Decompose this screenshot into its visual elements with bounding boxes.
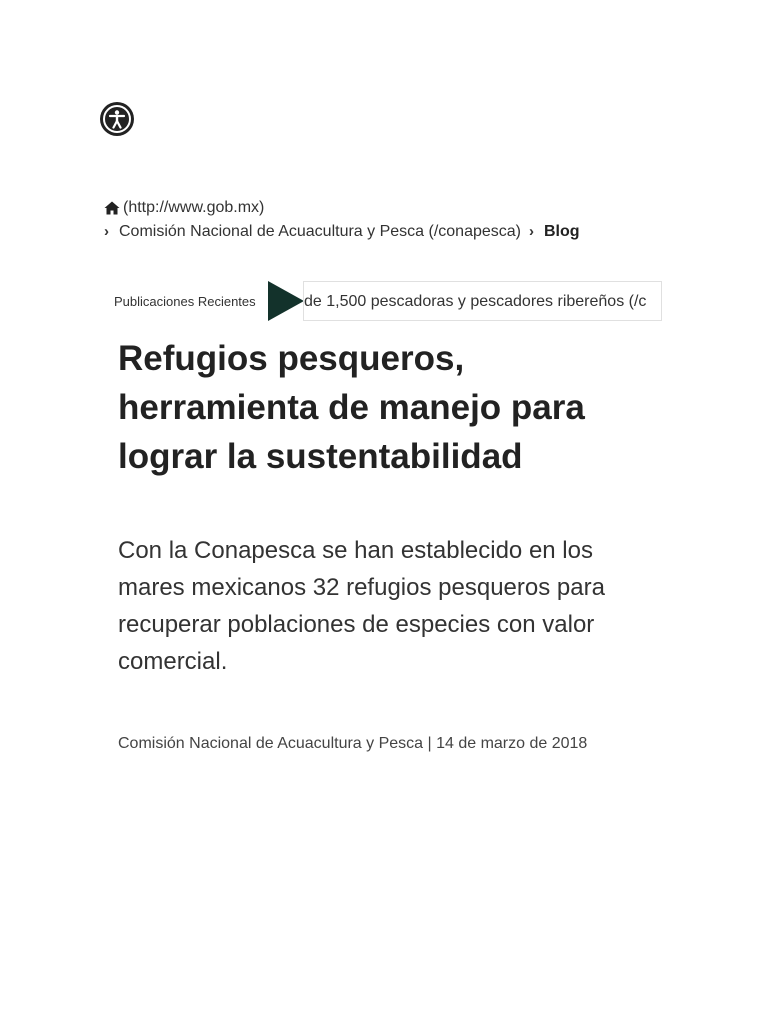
breadcrumb-home-row xyxy=(104,196,704,220)
breadcrumb-conapesca-link[interactable]: Comisión Nacional de Acuacultura y Pesca (/conapesca) xyxy=(119,223,521,240)
accessibility-icon xyxy=(102,104,132,134)
recent-posts-label: Publicaciones Recientes xyxy=(114,294,256,309)
breadcrumb-home-link[interactable]: (http://www.gob.mx) xyxy=(123,199,265,216)
article-lead: Con la Conapesca se han establecido en los mares mexicanos 32 refugios pesqueros para recuperar poblaciones de especies con valor comercial. xyxy=(118,537,605,675)
recent-post-link[interactable]: de 1,500 pescadoras y pescadores ribereños (/c xyxy=(304,293,647,310)
breadcrumb xyxy=(104,196,704,244)
chevron-right-icon: › xyxy=(104,223,109,240)
breadcrumb-current: Blog xyxy=(543,223,580,240)
breadcrumb-trail-row xyxy=(104,220,704,244)
accessibility-button[interactable] xyxy=(100,102,134,136)
play-arrow-icon[interactable] xyxy=(268,281,304,321)
article-byline: Comisión Nacional de Acuacultura y Pesca | 14 de marzo de 2018 xyxy=(118,735,588,752)
chevron-right-icon: › xyxy=(528,223,534,240)
home-icon xyxy=(104,201,120,215)
article-title: Refugios pesqueros, herramienta de manejo para lograr la sustentabilidad xyxy=(118,339,585,476)
recent-posts-ticker xyxy=(303,281,662,321)
